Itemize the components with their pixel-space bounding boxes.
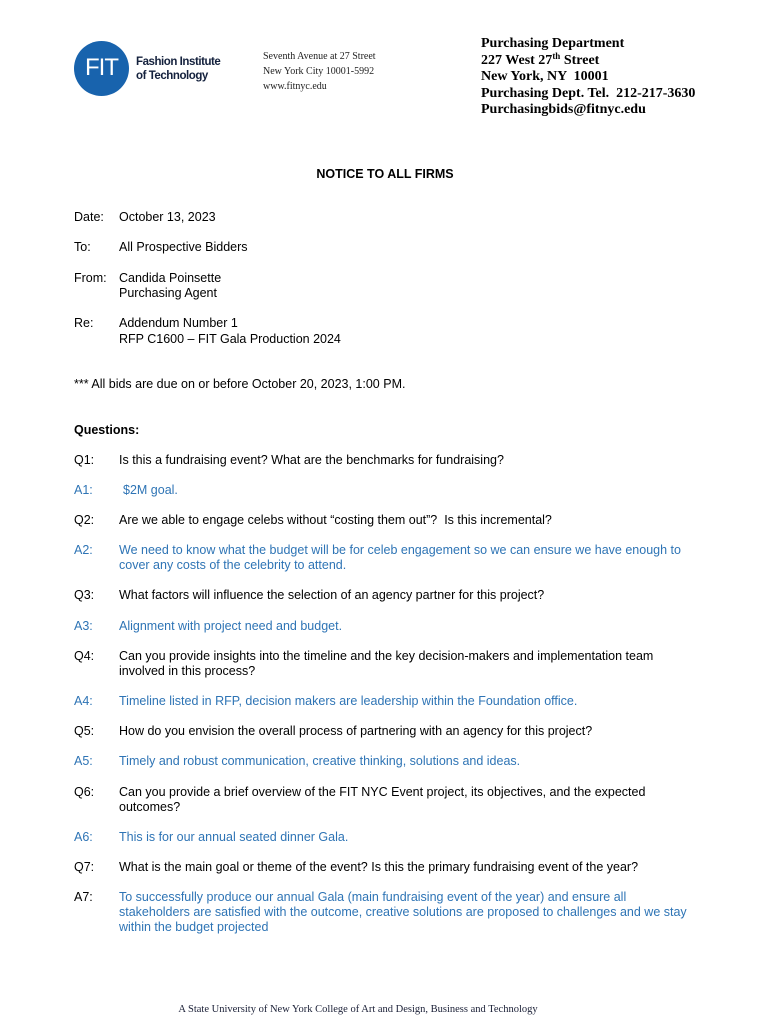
field-label: Date:	[74, 210, 104, 224]
answer-label: A4:	[74, 694, 93, 708]
answer-text	[119, 543, 681, 573]
question-3	[74, 588, 687, 603]
question-1	[74, 453, 687, 468]
street-number: 227 West 27	[481, 52, 553, 68]
text-line: How do you envision the overall process of partnering with an agency for this project?	[119, 724, 593, 739]
text-line: This is for our annual seated dinner Gala.	[119, 829, 349, 844]
answer-text	[119, 890, 687, 935]
question-text	[119, 513, 552, 528]
answer-1	[74, 483, 687, 498]
question-7	[74, 860, 687, 875]
department-city: New York, NY 10001	[481, 69, 609, 84]
questions-answers-list	[74, 453, 687, 951]
answer-6	[74, 830, 687, 845]
answer-label: A3:	[74, 618, 93, 633]
text-line: We need to know what the budget will be for celeb engagement so we can ensure we have enough to	[119, 543, 681, 558]
answer-text	[119, 830, 348, 845]
institution-name-line-2: of Technology	[136, 70, 208, 82]
text-line: Is this a fundraising event? What are the benchmarks for fundraising?	[119, 452, 504, 467]
answer-text	[119, 483, 178, 498]
institution-name	[136, 55, 220, 83]
memo-fields	[74, 210, 341, 362]
field-value	[119, 316, 341, 346]
text-line: involved in this process?	[119, 663, 256, 678]
question-6	[74, 785, 687, 815]
department-email: Purchasingbids@fitnyc.edu	[481, 102, 646, 117]
text-line: Alignment with project need and budget.	[119, 618, 343, 633]
institution-address	[263, 49, 376, 94]
date-value: October 13, 2023	[119, 210, 216, 224]
answer-label: A1:	[74, 482, 93, 497]
text-line: Timely and robust communication, creative thinking, solutions and ideas.	[119, 754, 521, 769]
question-text	[119, 649, 653, 679]
answer-label: A5:	[74, 754, 93, 769]
answer-text	[119, 754, 520, 769]
notice-title: NOTICE TO ALL FIRMS	[316, 167, 454, 181]
sender-name: Candida Poinsette	[119, 270, 222, 285]
subject-line-2: RFP C1600 – FIT Gala Production 2024	[119, 331, 341, 346]
question-5	[74, 724, 687, 739]
text-line: Can you provide insights into the timeline and the key decision-makers and implementation team	[119, 648, 654, 663]
department-phone: Purchasing Dept. Tel. 212-217-3630	[481, 85, 696, 101]
date-field	[74, 210, 341, 225]
text-line: Timeline listed in RFP, decision makers are leadership within the Foundation office.	[119, 694, 578, 708]
question-text	[119, 724, 592, 739]
from-field	[74, 271, 341, 301]
question-label: Q1:	[74, 452, 95, 467]
text-line: Are we able to engage celebs without “costing them out”? Is this incremental?	[119, 512, 552, 527]
question-label: Q5:	[74, 724, 95, 739]
answer-text	[119, 694, 577, 709]
answer-3	[74, 619, 687, 634]
text-line: Can you provide a brief overview of the FIT NYC Event project, its objectives, and the expected	[119, 784, 646, 799]
re-field	[74, 316, 341, 346]
logo-text: FIT	[85, 53, 118, 81]
field-value	[119, 240, 248, 255]
field-label: Re:	[74, 316, 94, 331]
institution-name-line-1: Fashion Institute	[136, 56, 221, 68]
question-text	[119, 785, 645, 815]
answer-5	[74, 754, 687, 769]
question-4	[74, 649, 687, 679]
text-line: stakeholders are satisfied with the outcome, creative solutions are proposed to challenges and we stay	[119, 905, 687, 920]
answer-label: A6:	[74, 829, 93, 844]
question-2	[74, 513, 687, 528]
question-label: Q3:	[74, 588, 95, 603]
footer-tagline: A State University of New York College of Art and Design, Business and Technology	[178, 1004, 538, 1015]
subject-line-1: Addendum Number 1	[119, 316, 238, 331]
field-label: To:	[74, 240, 91, 255]
address-website: www.fitnyc.edu	[263, 81, 327, 92]
text-line: What factors will influence the selection of an agency partner for this project?	[119, 588, 545, 603]
department-street	[481, 50, 695, 70]
text-line: $2M goal.	[123, 482, 178, 497]
question-label: Q6:	[74, 784, 95, 799]
address-city: New York City 10001-5992	[263, 66, 375, 77]
text-line: cover any costs of the celebrity to attend.	[119, 558, 347, 573]
fit-logo	[74, 41, 129, 96]
to-field	[74, 240, 341, 255]
answer-2	[74, 543, 687, 573]
questions-heading: Questions:	[74, 423, 140, 437]
street-name: Street	[560, 52, 600, 68]
question-text	[119, 860, 638, 875]
department-name: Purchasing Department	[481, 36, 625, 51]
recipient-value: All Prospective Bidders	[119, 240, 248, 255]
field-value	[119, 271, 221, 301]
field-label: From:	[74, 270, 107, 285]
answer-label: A7:	[74, 890, 93, 905]
question-text	[119, 588, 544, 603]
text-line: To successfully produce our annual Gala (main fundraising event of the year) and ensure all	[119, 890, 627, 905]
question-label: Q2:	[74, 512, 95, 527]
sender-title: Purchasing Agent	[119, 285, 217, 300]
answer-7	[74, 890, 687, 935]
text-line: within the budget projected	[119, 920, 269, 935]
purchasing-department-contact	[481, 36, 695, 119]
bid-deadline-note: *** All bids are due on or before October 20, 2023, 1:00 PM.	[74, 377, 406, 391]
question-label: Q4:	[74, 648, 95, 663]
field-value	[119, 210, 216, 225]
question-label: Q7:	[74, 860, 95, 875]
address-street: Seventh Avenue at 27 Street	[263, 51, 376, 62]
text-line: What is the main goal or theme of the event? Is this the primary fundraising event of the year?	[119, 860, 639, 875]
text-line: outcomes?	[119, 799, 181, 814]
answer-text	[119, 619, 342, 634]
answer-4	[74, 694, 687, 709]
question-text	[119, 453, 504, 468]
street-ordinal-suffix: th	[552, 50, 561, 61]
answer-label: A2:	[74, 543, 93, 558]
